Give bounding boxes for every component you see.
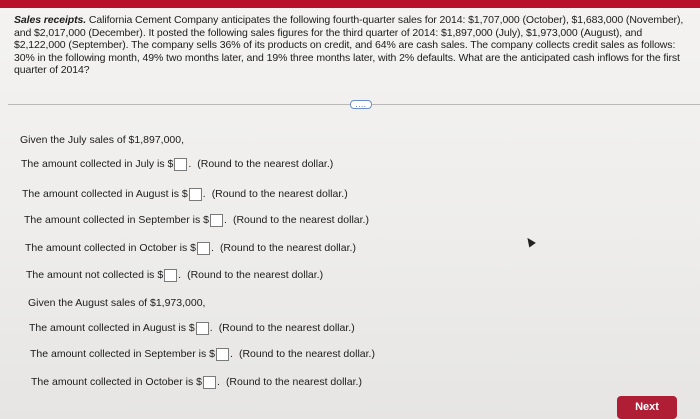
round-note: (Round to the nearest dollar.) [225,376,362,388]
round-note: (Round to the nearest dollar.) [232,214,369,226]
top-accent-bar [0,0,700,8]
round-note: (Round to the nearest dollar.) [238,348,375,360]
problem-title: Sales receipts. [14,14,87,26]
round-note: (Round to the nearest dollar.) [219,242,356,254]
row-label: The amount collected in September is $ [24,214,210,226]
expand-button[interactable]: .... [350,100,372,109]
august-collected-august-row: The amount collected in August is $ . (Round to the nearest dollar.) [29,322,355,334]
july-collected-july-input[interactable] [174,158,187,171]
august-collected-september-input[interactable] [216,348,229,361]
july-not-collected-input[interactable] [164,269,177,282]
august-collected-october-input[interactable] [203,376,216,389]
row-label: The amount collected in September is $ [30,348,216,360]
problem-statement [14,14,694,77]
july-collected-october-row: The amount collected in October is $ . (Round to the nearest dollar.) [25,242,356,254]
august-collected-september-row: The amount collected in September is $ . (Round to the nearest dollar.) [30,348,375,360]
july-collected-september-row: The amount collected in September is $ . (Round to the nearest dollar.) [24,214,369,226]
problem-text: California Cement Company anticipates the following fourth-quarter sales for 2014: $1,707,000 (October), $1,683,000 (November), and $2,017,000 (December). It posted the following sales figures for the third quarter of 2014: $1,897,000 (July), $1,973,000 (August), and $2,122,000 (September). The company sells 36% of its products on credit, and 64% are cash sales. The company collects credit sales as follows: 30% in the following month, 49% two months later, and 19% three months later, with 2% defaults. What are the anticipated cash inflows for the first quarter of 2014? [14,14,684,77]
july-collected-august-row: The amount collected in August is $ . (Round to the nearest dollar.) [22,188,348,200]
round-note: (Round to the nearest dollar.) [218,322,355,334]
july-collected-september-input[interactable] [210,214,223,227]
august-collected-october-row: The amount collected in October is $ . (Round to the nearest dollar.) [31,376,362,388]
july-not-collected-row: The amount not collected is $ . (Round to the nearest dollar.) [26,269,324,281]
row-label: The amount collected in October is $ [25,242,197,254]
mouse-cursor-icon [524,236,536,248]
august-heading: Given the August sales of $1,973,000, [28,297,206,309]
row-label: The amount not collected is $ [26,269,164,281]
row-label: The amount collected in July is $ [21,158,174,170]
round-note: (Round to the nearest dollar.) [187,269,324,281]
august-collected-august-input[interactable] [196,322,209,335]
next-button[interactable]: Next [617,396,677,419]
july-collected-october-input[interactable] [197,242,210,255]
july-heading: Given the July sales of $1,897,000, [20,134,185,146]
round-note: (Round to the nearest dollar.) [211,188,348,200]
july-collected-august-input[interactable] [189,188,202,201]
july-collected-july-row: The amount collected in July is $ . (Round to the nearest dollar.) [21,158,334,170]
round-note: (Round to the nearest dollar.) [197,158,334,170]
row-label: The amount collected in October is $ [31,376,203,388]
row-label: The amount collected in August is $ [29,322,195,334]
row-label: The amount collected in August is $ [22,188,188,200]
